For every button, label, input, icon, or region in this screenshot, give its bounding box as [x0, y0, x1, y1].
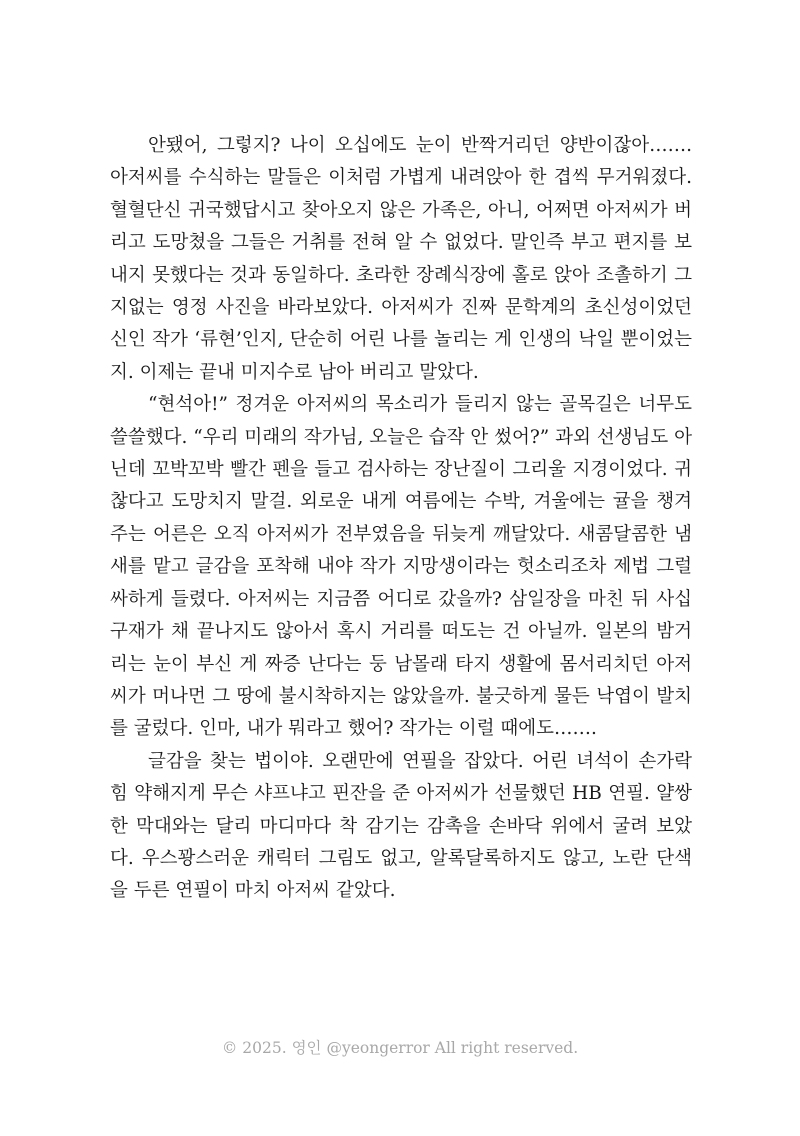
paragraph-2: “현석아!” 정겨운 아저씨의 목소리가 들리지 않는 골목길은 너무도 쓸쓸했다. “우리 미래의 작가님, 오늘은 습작 안 썼어?” 과외 선생님도 아닌데 꼬박꼬박 빨간 펜을 들고 검사하는 장난질이 그리울 지경이었다. 귀찮다고 도망치지 말걸. 외로운 내게 여름에는 수박, 겨울에는 귤을 챙겨주는 어른은 오직 아저씨가 전부였음을 뒤늦게 깨달았다. 새콤달콤한 냄새를 맡고 글감을 포착해 내야 작가 지망생이라는 헛소리조차 제법 그럴싸하게 들렸다. 아저씨는 지금쯤 어디로 갔을까? 삼일장을 마친 뒤 사십구재가 채 끝나지도 않아서 혹시 거리를 떠도는 건 아닐까. 일본의 밤거리는 눈이 부신 게 짜증 난다는 둥 남몰래 타지 생활에 몸서리치던 아저씨가 머나먼 그 땅에 불시착하지는 않았을까. 불긋하게 물든 낙엽이 발치를 굴렀다. 인마, 내가 뭐라고 했어? 작가는 이럴 때에도……. — [110, 394, 692, 740]
story-body — [110, 130, 692, 908]
paragraph-3: 글감을 찾는 법이야. 오랜만에 연필을 잡았다. 어린 녀석이 손가락 힘 약해지게 무슨 샤프냐고 핀잔을 준 아저씨가 선물했던 HB 연필. 얄쌍한 막대와는 달리 마디마다 착 감기는 감촉을 손바닥 위에서 굴려 보았다. 우스꽝스러운 캐릭터 그림도 없고, 알록달록하지도 않고, 노란 단색을 두른 연필이 마치 아저씨 같았다. — [110, 750, 692, 902]
copyright-footer: © 2025. 영인 @yeongerror All right reserved. — [221, 1039, 579, 1057]
paragraph-1: 안됐어, 그렇지? 나이 오십에도 눈이 반짝거리던 양반이잖아……. 아저씨를 수식하는 말들은 이처럼 가볍게 내려앉아 한 겹씩 무거워졌다. 혈혈단신 귀국했답시고 찾아오지 않은 가족은, 아니, 어쩌면 아저씨가 버리고 도망쳤을 그들은 거취를 전혀 알 수 없었다. 말인즉 부고 편지를 보내지 못했다는 것과 동일하다. 초라한 장례식장에 홀로 앉아 조촐하기 그지없는 영정 사진을 바라보았다. 아저씨가 진짜 문학계의 초신성이었던 신인 작가 ‘류현’인지, 단순히 어린 나를 놀리는 게 인생의 낙일 뿐이었는지. 이제는 끝내 미지수로 남아 버리고 말았다. — [110, 135, 692, 383]
